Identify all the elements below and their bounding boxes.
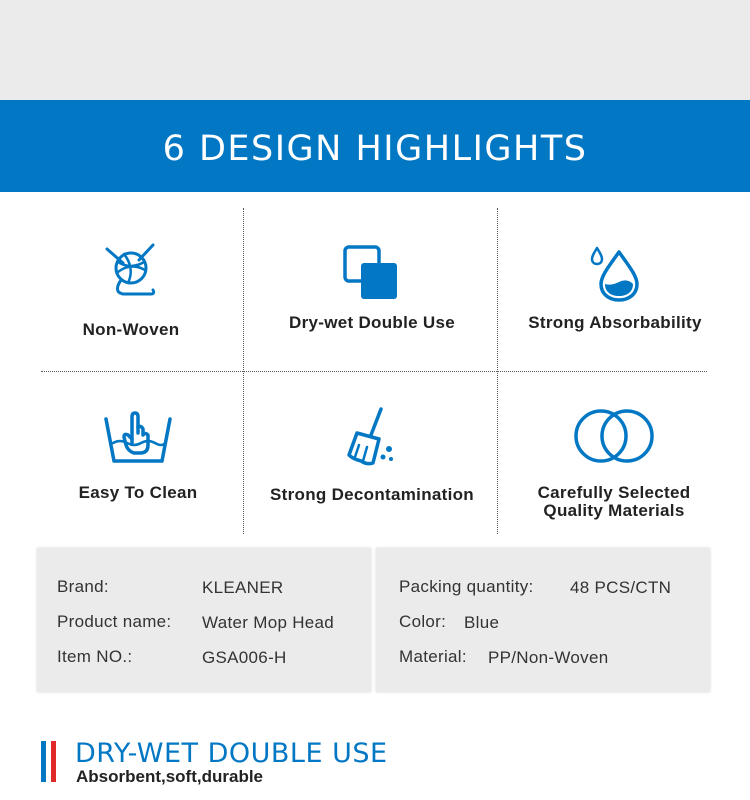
highlight-label-line1: Carefully Selected [537, 483, 691, 502]
banner-title: 6 DESIGN HIGHLIGHTS [162, 129, 588, 169]
spec-value-packing-quantity: 48 PCS/CTN [570, 578, 672, 597]
highlight-label: Dry-wet Double Use [289, 313, 455, 332]
highlight-non-woven [41, 240, 221, 339]
spec-key-brand: Brand: [57, 577, 109, 596]
highlight-absorbability [515, 242, 715, 332]
highlight-decontamination [252, 405, 492, 504]
yarn-ball-icon [101, 240, 161, 304]
spec-value-material: PP/Non-Woven [488, 648, 609, 667]
spec-panel-left [37, 548, 371, 692]
highlight-label: Strong Absorbability [528, 313, 702, 332]
water-drop-icon [589, 242, 641, 304]
highlight-label-line2: Quality Materials [543, 501, 685, 520]
spec-key-product-name: Product name: [57, 612, 172, 631]
highlight-quality-materials [518, 408, 710, 520]
spec-key-material: Material: [399, 647, 467, 666]
highlight-label: Strong Decontamination [270, 485, 474, 504]
spec-value-brand: KLEANER [202, 578, 284, 597]
accent-bar-blue [41, 741, 46, 782]
highlights-banner [0, 100, 750, 192]
spec-key-color: Color: [399, 612, 447, 631]
wash-basin-icon [102, 405, 174, 467]
section-title: DRY-WET DOUBLE USE [75, 738, 388, 769]
spec-key-packing-quantity: Packing quantity: [399, 577, 534, 596]
double-circle-icon [571, 408, 657, 466]
overlapping-squares-icon [342, 244, 402, 302]
spec-value-item-no: GSA006-H [202, 648, 287, 667]
spec-key-item-no: Item NO.: [57, 647, 133, 666]
grid-divider-horizontal [41, 371, 707, 372]
highlight-label: Non-Woven [82, 320, 180, 339]
top-gray-band [0, 0, 750, 100]
spec-value-product-name: Water Mop Head [202, 613, 335, 632]
section-subtitle: Absorbent,soft,durable [76, 767, 264, 786]
highlight-label: Easy To Clean [78, 483, 198, 502]
broom-icon [343, 405, 401, 469]
highlight-easy-to-clean [48, 405, 228, 502]
highlight-dry-wet [270, 244, 474, 332]
spec-value-color: Blue [464, 613, 500, 632]
accent-bar-red [51, 741, 56, 782]
spec-panel-right [376, 548, 710, 692]
